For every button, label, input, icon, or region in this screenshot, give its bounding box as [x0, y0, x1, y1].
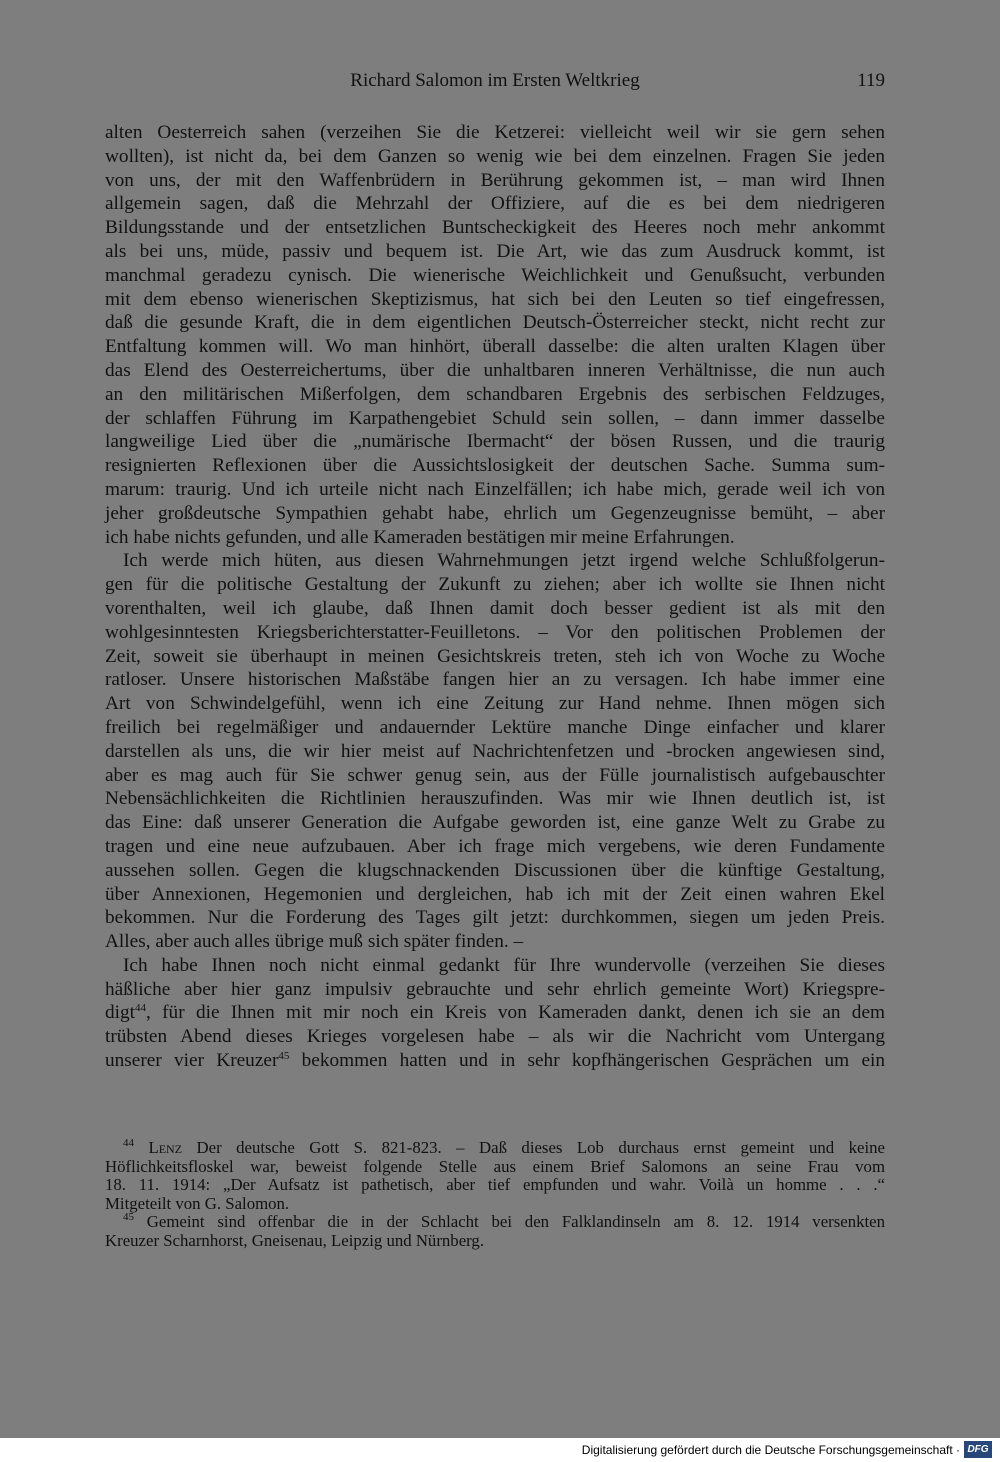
text-line: Art von Schwindelgefühl, wenn ich eine Zeitung zur Hand nehme. Ihnen mögen sich: [105, 693, 885, 715]
text-line: über Annexionen, Hegemonien und dergleichen, hab ich mit der Zeit einen wahren Ekel: [105, 883, 885, 905]
text-line: aber es mag auch für Sie schwer genug sein, aus der Fülle journalistisch aufgebauschter: [105, 764, 885, 786]
text-fragment: Gemeint sind offenbar die in der Schlacht bei den Falklandinseln am 8. 12. 1914 versenkten: [134, 1212, 885, 1231]
text-line: als bei uns, müde, passiv und bequem ist. Die Art, wie das zum Ausdruck kommt, ist: [105, 240, 885, 262]
footnote-line: [105, 1139, 885, 1158]
text-line: Ich habe Ihnen noch nicht einmal gedankt für Ihre wundervolle (verzeihen Sie dieses: [123, 954, 885, 976]
text-line: der schlaffen Führung im Karpathengebiet Schuld sein sollen, – dann immer dasselbe: [105, 407, 885, 429]
text-line: das Elend des Oesterreichertums, über die unhaltbaren inneren Verhältnisse, die nun auch: [105, 359, 885, 381]
footnote-line: Kreuzer Scharnhorst, Gneisenau, Leipzig und Nürnberg.: [105, 1230, 485, 1250]
footnote-reference: 45: [278, 1050, 290, 1063]
text-line: [105, 1001, 885, 1025]
text-fragment: bekommen hatten und in sehr kopfhängerischen Gesprächen um ein: [289, 1050, 885, 1072]
text-line: Nebensächlichkeiten die Richtlinien herauszufinden. Was mir wie Ihnen deutlich ist, ist: [105, 788, 885, 810]
text-fragment: digt: [105, 1002, 135, 1024]
text-line: resignierten Reflexionen über die Aussichtslosigkeit der deutschen Sache. Summa sum-: [105, 455, 885, 477]
text-line: Entfaltung kommen will. Wo man hinhört, überall dasselbe: die alten uralten Klagen über: [105, 336, 885, 358]
text-line: marum: traurig. Und ich urteile nicht nach Einzelfällen; ich habe mich, gerade weil ich von: [105, 478, 885, 500]
footnote-number: 44: [123, 1137, 134, 1149]
text-line: gen für die politische Gestaltung der Zukunft zu ziehen; aber ich wollte sie Ihnen nicht: [105, 574, 885, 596]
footnote-reference: 44: [135, 1002, 146, 1015]
running-title: Richard Salomon im Ersten Weltkrieg: [350, 70, 640, 91]
text-line: freilich bei regelmäßiger und andauernder Lektüre manche Dinge einfacher und klarer: [105, 716, 885, 738]
text-fragment: , für die Ihnen mit mir noch ein Kreis von Kameraden dankt, denen ich sie an dem: [146, 1002, 885, 1024]
text-line: jeher großdeutsche Sympathien gehabt habe, ehrlich um Gegenzeugnisse bemüht, – aber: [105, 502, 885, 524]
text-line: häßliche aber hier ganz impulsiv gebrauchte und sehr ehrlich gemeinte Wort) Kriegspre-: [105, 978, 885, 1000]
text-line: an den militärischen Mißerfolgen, dem schandbaren Ergebnis des serbischen Feldzuges,: [105, 383, 885, 405]
footnote-line: [105, 1213, 885, 1232]
text-line: allgemein sagen, daß die Mehrzahl der Offiziere, auf die es bei dem niedrigeren: [105, 193, 885, 215]
footnote-number: 45: [123, 1211, 134, 1223]
footnote-line: 18. 11. 1914: „Der Aufsatz ist pathetisch, aber tief empfunden und wahr. Voilà un homme . . .“: [105, 1175, 885, 1194]
page-number: 119: [857, 70, 885, 91]
text-line: vorenthalten, weil ich glaube, daß Ihnen damit doch besser gedient ist als mit den: [105, 597, 885, 619]
text-line: alten Oesterreich sahen (verzeihen Sie die Ketzerei: vielleicht weil wir sie gern sehen: [105, 122, 885, 143]
running-head: [105, 66, 885, 96]
text-line: trübsten Abend dieses Krieges vorgelesen habe – als wir die Nachricht vom Untergang: [105, 1026, 885, 1048]
text-line: ich habe nichts gefunden, und alle Kameraden bestätigen mir meine Erfahrungen.: [105, 526, 735, 548]
dfg-logo-icon: DFG: [964, 1441, 992, 1458]
text-line: langweilige Lied über die „numärische Ibermacht“ der bösen Russen, und die traurig: [105, 431, 885, 453]
text-line: tragen und eine neue aufzubauen. Aber ich frage mich vergebens, wie deren Fundamente: [105, 835, 885, 857]
text-fragment: Der deutsche Gott S. 821-823. – Daß dieses Lob durchaus ernst gemeint und keine: [182, 1138, 885, 1157]
text-line: wohlgesinntesten Kriegsberichterstatter-Feuilletons. – Vor den politischen Problemen der: [105, 621, 885, 643]
text-line: Ich werde mich hüten, aus diesen Wahrnehmungen jetzt irgend welche Schlußfolgerun-: [123, 550, 885, 572]
text-line: Bildungsstande und der entsetzlichen Buntscheckigkeit des Heeres noch mehr ankommt: [105, 217, 885, 239]
text-line: darstellen als uns, die wir hier meist auf Nachrichtenfetzen und -brocken angewiesen sind,: [105, 740, 885, 762]
body-text: [105, 121, 885, 1073]
footnote-line: Höflichkeitsfloskel war, beweist folgende Stelle aus einem Brief Salomons an seine Frau vom: [105, 1156, 885, 1176]
funding-credit: Digitalisierung gefördert durch die Deutsche Forschungsgemeinschaft ·: [581, 1443, 960, 1457]
text-line: daß die gesunde Kraft, die in dem eigentlichen Deutsch-Österreicher steckt, nicht recht zur: [105, 312, 885, 334]
text-line: [105, 1049, 885, 1073]
text-line: mit dem ebenso wienerischen Skeptizismus, hat sich bei den Leuten so tief eingefressen,: [105, 288, 885, 310]
text-line: manchmal geradezu cynisch. Die wienerische Weichlichkeit und Genußsucht, verbunden: [105, 264, 885, 286]
text-line: aussehen sollen. Gegen die klugschnackenden Discussionen über die künftige Gestaltung,: [105, 859, 885, 881]
footnote-line: Mitgeteilt von G. Salomon.: [105, 1193, 290, 1213]
text-line: von uns, der mit den Waffenbrüdern in Berührung gekommen ist, – man wird Ihnen: [105, 169, 885, 191]
text-line: ratloser. Unsere historischen Maßstäbe fangen hier an zu versagen. Ich habe immer eine: [105, 669, 885, 691]
digitization-footer: [0, 1438, 1000, 1462]
footnotes: [105, 1139, 885, 1250]
text-line: Zeit, soweit sie überhaupt in meinen Gesichtskreis treten, steh ich von Woche zu Woche: [105, 645, 885, 667]
footnote-author: Lenz: [148, 1138, 183, 1157]
text-line: das Eine: daß unserer Generation die Aufgabe geworden ist, eine ganze Welt zu Grabe zu: [105, 812, 885, 834]
text-fragment: unserer vier Kreuzer: [105, 1050, 279, 1072]
text-line: wollten), ist nicht da, bei dem Ganzen so wenig wie bei dem einzelnen. Fragen Sie jeden: [105, 145, 885, 167]
text-line: bekommen. Nur die Forderung des Tages gilt jetzt: durchkommen, siegen um jeden Preis.: [105, 907, 885, 929]
text-line: Alles, aber auch alles übrige muß sich später finden. –: [105, 931, 524, 953]
